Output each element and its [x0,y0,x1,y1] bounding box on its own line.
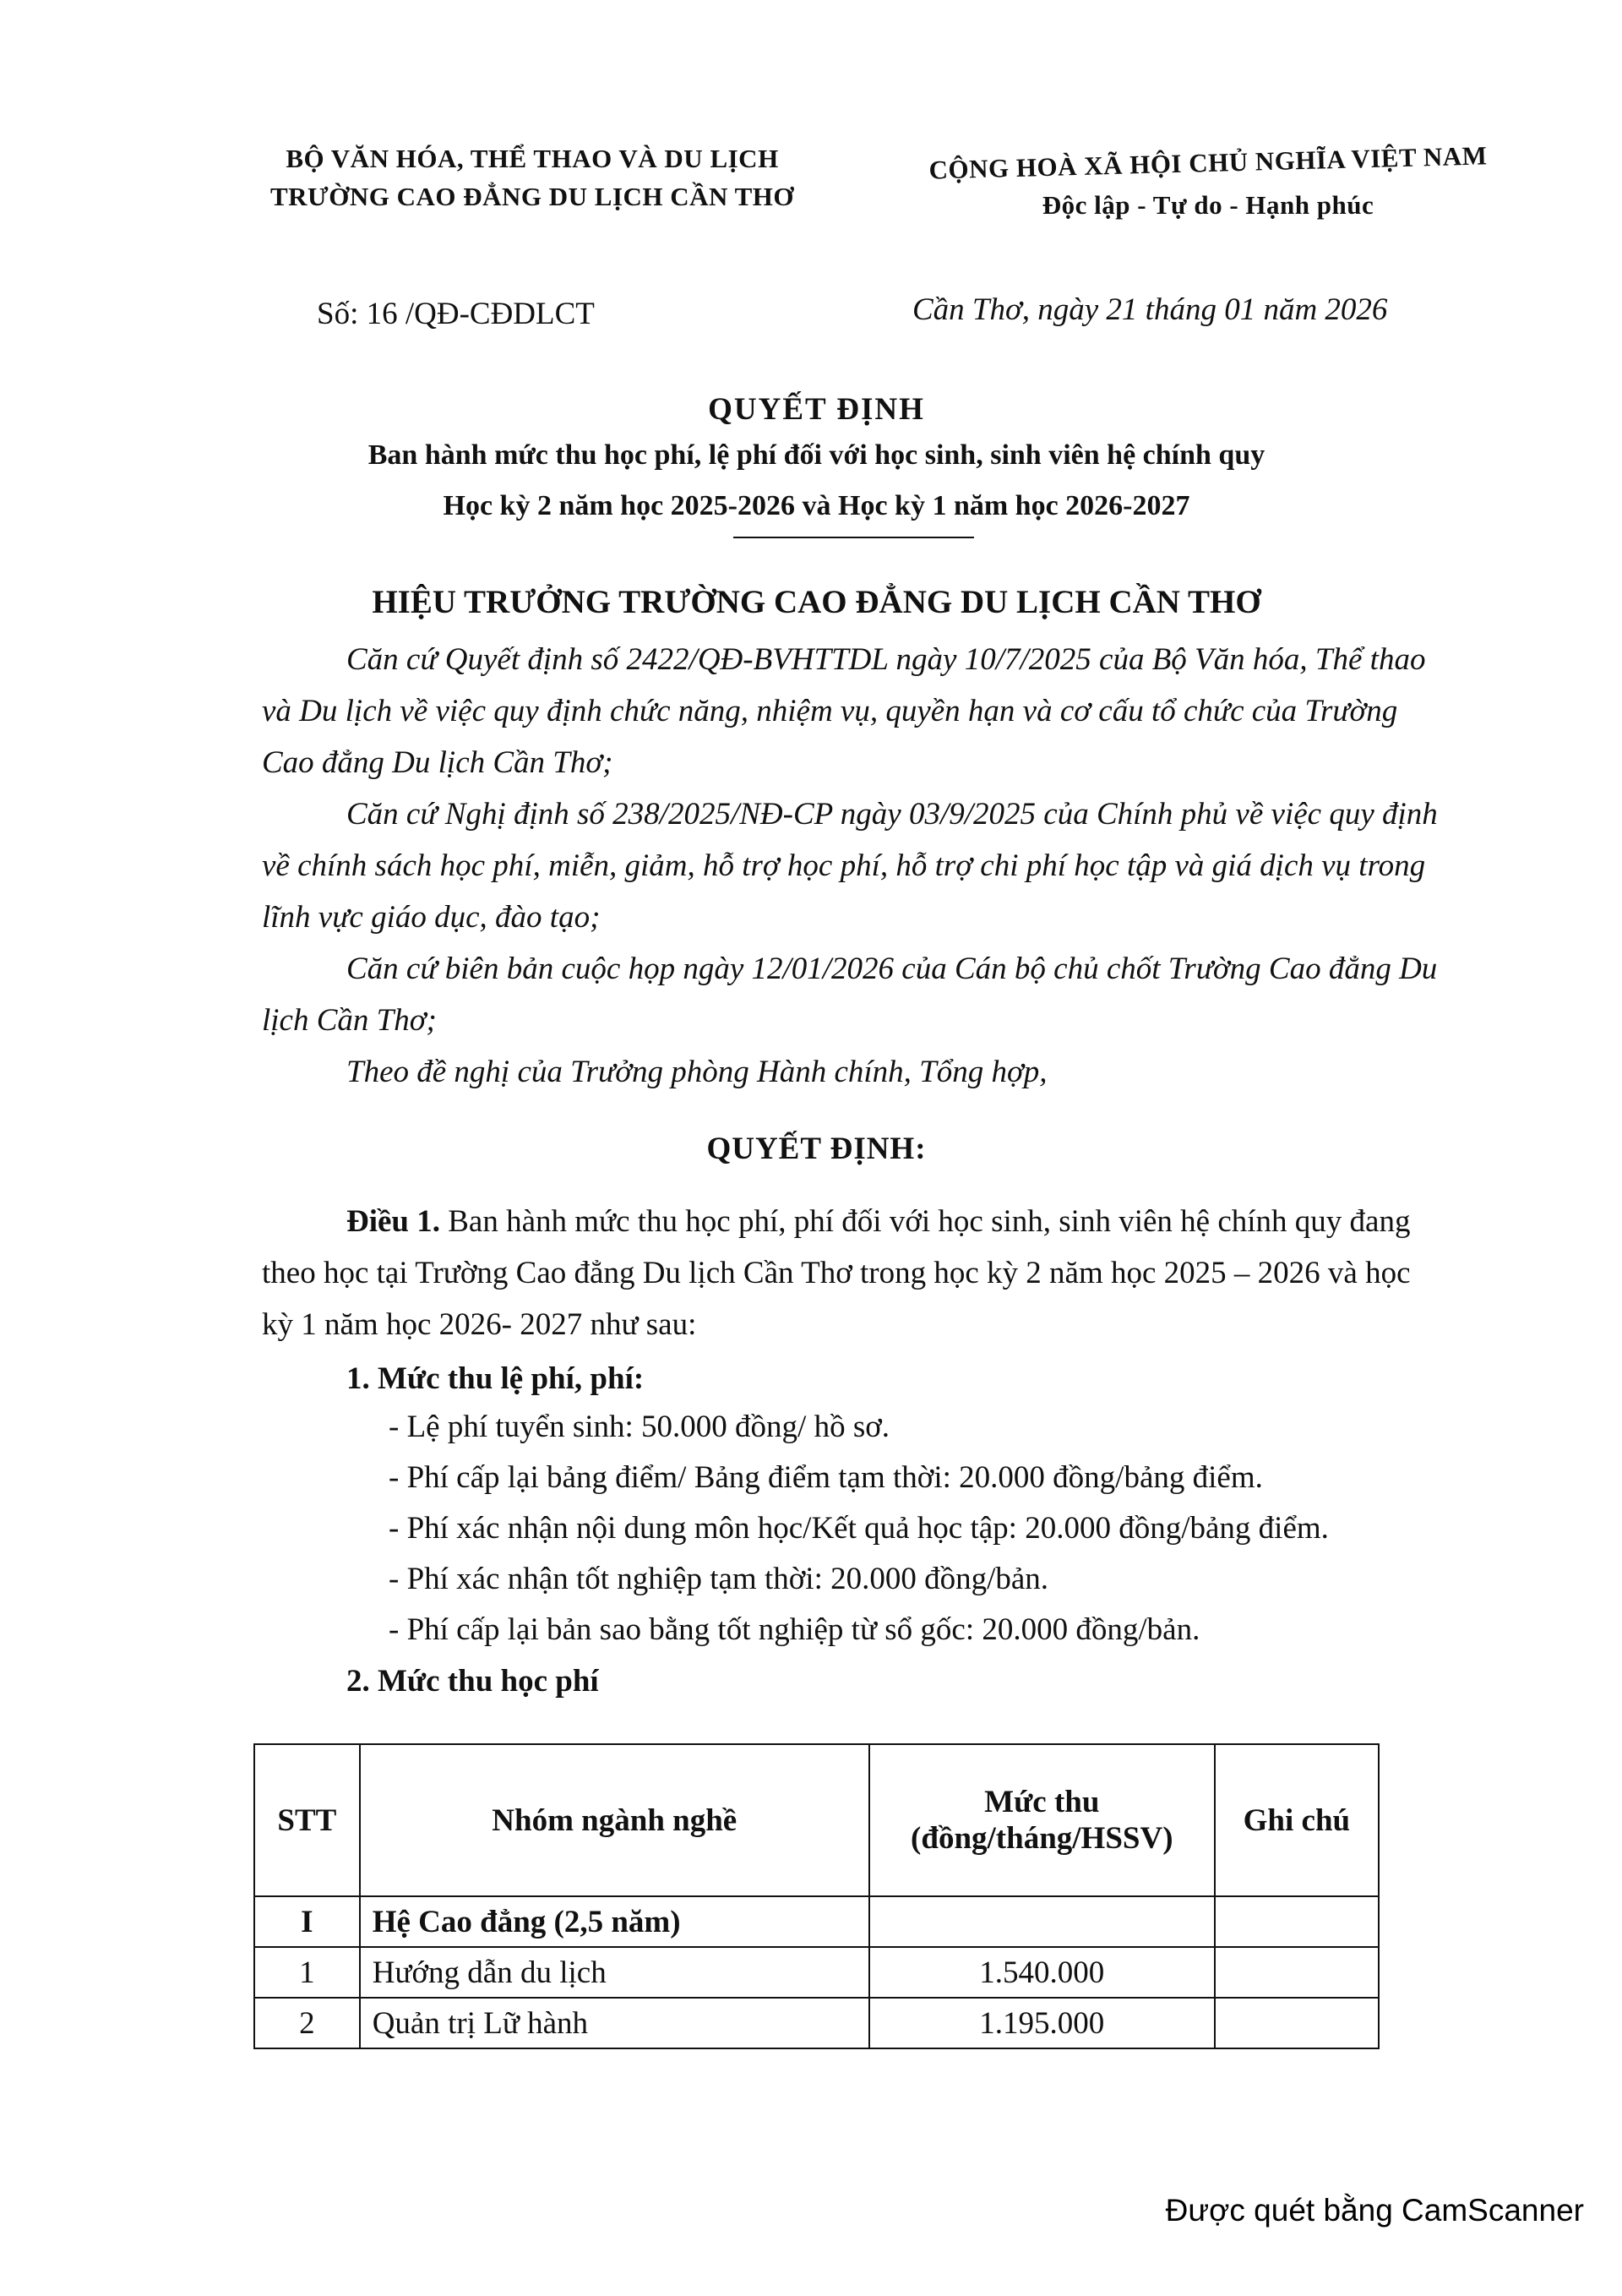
basis-paragraph-1: Căn cứ Quyết định số 2422/QĐ-BVHTTDL ngày 10/7/2025 của Bộ Văn hóa, Thể thao và Du lịch về việc quy định chức năng, nhiệm vụ, quyền hạn và cơ cấu tổ chức của Trường Cao đẳng Du lịch Cần Thơ; [262,642,1426,780]
article-1-text: Ban hành mức thu học phí, phí đối với học sinh, sinh viên hệ chính quy đang theo học tại Trường Cao đẳng Du lịch Cần Thơ trong học kỳ 2 năm học 2025 – 2026 và học kỳ 1 năm học 2026- 2027 như sau: [262,1204,1411,1342]
header-fee-line2: (đồng/tháng/HSSV) [911,1821,1173,1856]
fee-item: - Phí cấp lại bản sao bằng tốt nghiệp từ sổ gốc: 20.000 đồng/bản. [389,1612,1200,1647]
header-note: Ghi chú [1215,1744,1379,1896]
fee-item: - Phí xác nhận nội dung môn học/Kết quả học tập: 20.000 đồng/bảng điểm. [389,1511,1329,1546]
row-stt: I [254,1896,360,1947]
section-2-heading: 2. Mức thu học phí [346,1664,599,1699]
decision-subtitle-1: Ban hành mức thu học phí, lệ phí đối với học sinh, sinh viên hệ chính quy [367,439,1265,471]
table-header-row [254,1744,1379,1896]
nation-name: CỘNG HOÀ XÃ HỘI CHỦ NGHĨA VIỆT NAM [928,140,1488,185]
tuition-table [253,1743,1380,2049]
decision-title: QUYẾT ĐỊNH [708,392,925,427]
header-fee-line1: Mức thu [984,1785,1100,1819]
table-row [254,1896,1379,1947]
header-stt: STT [254,1744,360,1896]
section-1-heading: 1. Mức thu lệ phí, phí: [346,1361,645,1396]
article-1 [262,1196,1445,1350]
row-note [1215,1998,1379,2048]
school-name: TRƯỜNG CAO ĐẲNG DU LỊCH CẦN THƠ [269,182,795,211]
row-note [1215,1896,1379,1947]
row-stt: 2 [254,1998,360,2048]
header-fee [869,1744,1215,1896]
row-note [1215,1947,1379,1998]
authority-heading: HIỆU TRƯỞNG TRƯỜNG CAO ĐẲNG DU LỊCH CẦN THƠ [372,584,1261,620]
header-group: Nhóm ngành nghề [360,1744,869,1896]
fee-item: - Phí xác nhận tốt nghiệp tạm thời: 20.000 đồng/bản. [389,1562,1049,1596]
basis-paragraph-2: Căn cứ Nghị định số 238/2025/NĐ-CP ngày 03/9/2025 của Chính phủ về việc quy định về chính sách học phí, miễn, giảm, hỗ trợ học phí, hỗ trợ chi phí học tập và giá dịch vụ trong lĩnh vực giáo dục, đào tạo; [262,797,1438,935]
ministry-name: BỘ VĂN HÓA, THỂ THAO VÀ DU LỊCH [286,144,779,173]
decision-subtitle-2: Học kỳ 2 năm học 2025-2026 và Học kỳ 1 năm học 2026-2027 [443,490,1190,521]
row-name: Hệ Cao đẳng (2,5 năm) [360,1896,869,1947]
row-stt: 1 [254,1947,360,1998]
document-date: Cần Thơ, ngày 21 tháng 01 năm 2026 [912,292,1388,327]
document-number: Số: 16 /QĐ-CĐDLCT [317,297,595,331]
decision-heading: QUYẾT ĐỊNH: [706,1132,927,1166]
row-fee [869,1896,1215,1947]
row-name: Hướng dẫn du lịch [360,1947,869,1998]
article-1-label: Điều 1. [346,1204,440,1239]
table-row [254,1947,1379,1998]
row-fee: 1.540.000 [869,1947,1215,1998]
basis-paragraph-3: Căn cứ biên bản cuộc họp ngày 12/01/2026 của Cán bộ chủ chốt Trường Cao đẳng Du lịch Cần Thơ; [262,952,1438,1038]
title-underline [733,537,974,538]
scanner-watermark: Được quét bằng CamScanner [1165,2193,1584,2228]
row-name: Quản trị Lữ hành [360,1998,869,2048]
motto: Độc lập - Tự do - Hạnh phúc [1042,190,1374,220]
row-fee: 1.195.000 [869,1998,1215,2048]
basis-paragraph-4: Theo đề nghị của Trưởng phòng Hành chính, Tổng hợp, [346,1055,1048,1089]
fee-item: - Phí cấp lại bảng điểm/ Bảng điểm tạm thời: 20.000 đồng/bảng điểm. [389,1460,1263,1495]
fee-item: - Lệ phí tuyển sinh: 50.000 đồng/ hồ sơ. [389,1410,890,1444]
table-row [254,1998,1379,2048]
